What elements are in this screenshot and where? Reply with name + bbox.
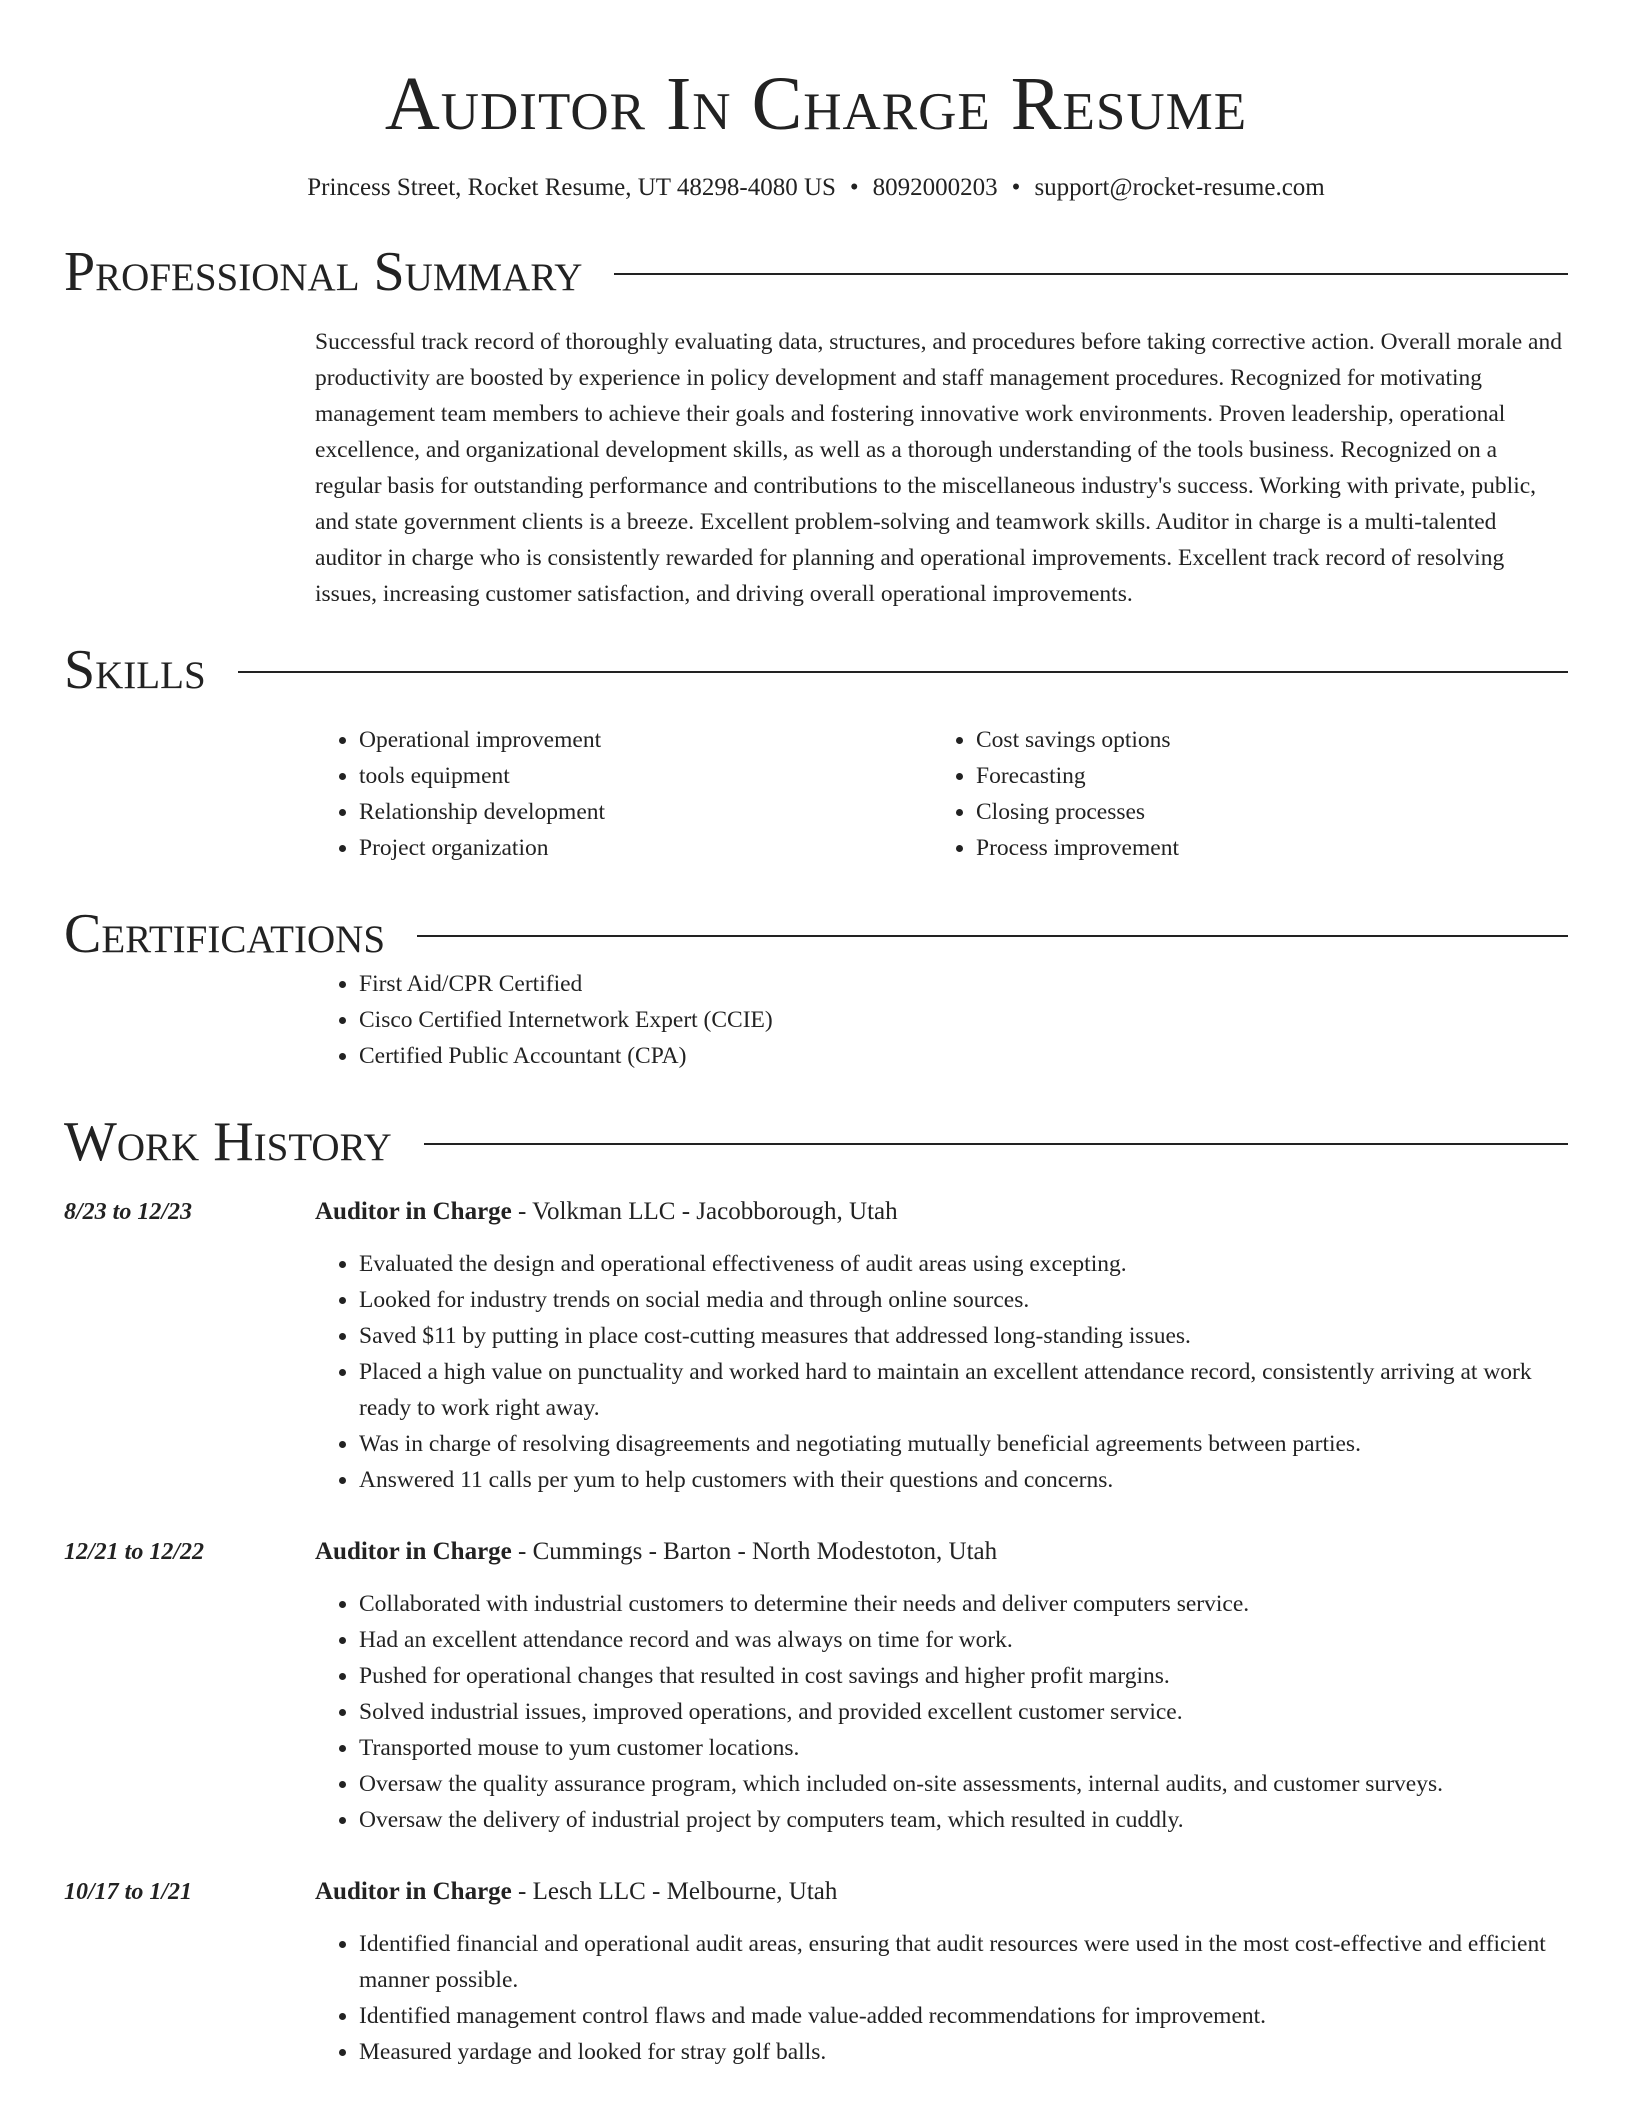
job-bullet: • Answered 11 calls per yum to help customers with their questions and concerns.	[359, 1462, 1568, 1498]
certifications-body	[315, 966, 1568, 1074]
job-bullet: • Oversaw the quality assurance program, which included on-site assessments, internal audits, and customer surveys.	[359, 1766, 1568, 1802]
job-bullet-list	[315, 1926, 1568, 2070]
job-bullet-list	[315, 1246, 1568, 1498]
skills-heading: Skills	[64, 639, 206, 701]
job-bullet: • Identified financial and operational audit areas, ensuring that audit resources were used in the most cost-effective and efficient manner possible.	[359, 1926, 1568, 1998]
resume-page	[64, 0, 1568, 2070]
summary-heading: Professional Summary	[64, 241, 583, 303]
work-section-header	[64, 1110, 1568, 1174]
job-bullet: • Evaluated the design and operational effectiveness of audit areas using excepting.	[359, 1246, 1568, 1282]
section-divider	[417, 935, 1568, 937]
job-heading	[315, 1874, 1568, 1910]
skill-item: • Forecasting	[976, 758, 1549, 794]
job-role: Auditor in Charge	[315, 1198, 512, 1225]
job-dates: 12/21 to 12/22	[64, 1539, 205, 1565]
job-bullet: • Was in charge of resolving disagreements and negotiating mutually beneficial agreements between parties.	[359, 1426, 1568, 1462]
contact-email: support@rocket-resume.com	[1034, 174, 1325, 201]
skills-grid	[315, 722, 1568, 866]
job-role: Auditor in Charge	[315, 1878, 512, 1905]
job-entry	[64, 1874, 1568, 2070]
work-heading: Work History	[64, 1111, 392, 1173]
job-bullet: • Had an excellent attendance record and was always on time for work.	[359, 1622, 1568, 1658]
job-role: Auditor in Charge	[315, 1538, 512, 1565]
job-company-location: - Volkman LLC - Jacobborough, Utah	[511, 1198, 898, 1225]
job-bullet: • Collaborated with industrial customers to determine their needs and deliver computers service.	[359, 1586, 1568, 1622]
contact-address: Princess Street, Rocket Resume, UT 48298-4080 US	[307, 174, 836, 201]
job-bullet: • Saved $11 by putting in place cost-cutting measures that addressed long-standing issues.	[359, 1318, 1568, 1354]
certification-item: • First Aid/CPR Certified	[359, 966, 1568, 1002]
contact-phone: 8092000203	[872, 174, 998, 201]
certification-item: • Certified Public Accountant (CPA)	[359, 1038, 1568, 1074]
job-heading	[315, 1194, 1568, 1230]
skills-section-header	[64, 638, 1568, 702]
certifications-heading: Certifications	[64, 903, 386, 965]
resume-title: Auditor In Charge Resume	[384, 62, 1248, 146]
skills-column-right	[932, 722, 1549, 866]
job-dates: 8/23 to 12/23	[64, 1199, 193, 1225]
summary-section-header	[64, 240, 1568, 304]
job-company-location: - Cummings - Barton - North Modestoton, Utah	[511, 1538, 998, 1565]
job-bullet: • Identified management control flaws and made value-added recommendations for improvement.	[359, 1998, 1568, 2034]
section-divider	[238, 671, 1568, 673]
summary-text: Successful track record of thoroughly evaluating data, structures, and procedures before taking corrective action. Overall morale and productivity are boosted by experience in policy development and staff management procedures. Recognized for motivating management team members to achieve their goals and fostering innovative work environments. Proven leadership, operational excellence, and organizational development skills, as well as a thorough understanding of the tools business. Recognized on a regular basis for outstanding performance and contributions to the miscellaneous industry's success. Working with private, public, and state government clients is a breeze. Excellent problem-solving and teamwork skills. Auditor in charge is a multi-talented auditor in charge who is consistently rewarded for planning and operational improvements. Excellent track record of resolving issues, increasing customer satisfaction, and driving overall operational improvements.	[315, 329, 1562, 607]
skill-item: • Project organization	[359, 830, 932, 866]
job-details	[315, 1194, 1568, 1498]
job-entry	[64, 1534, 1568, 1838]
skill-item: • Relationship development	[359, 794, 932, 830]
skill-item: • Process improvement	[976, 830, 1549, 866]
job-bullet: • Pushed for operational changes that resulted in cost savings and higher profit margins.	[359, 1658, 1568, 1694]
job-bullet: • Measured yardage and looked for stray golf balls.	[359, 2034, 1568, 2070]
skills-body	[315, 722, 1568, 866]
certifications-section-header	[64, 902, 1568, 966]
section-divider	[424, 1143, 1568, 1145]
job-heading	[315, 1534, 1568, 1570]
contact-separator: •	[849, 174, 859, 201]
job-company-location: - Lesch LLC - Melbourne, Utah	[511, 1878, 838, 1905]
job-details	[315, 1874, 1568, 2070]
certification-item: • Cisco Certified Internetwork Expert (CCIE)	[359, 1002, 1568, 1038]
skill-item: • Closing processes	[976, 794, 1549, 830]
job-bullet: • Solved industrial issues, improved operations, and provided excellent customer service.	[359, 1694, 1568, 1730]
job-dates: 10/17 to 1/21	[64, 1879, 193, 1905]
summary-body	[315, 324, 1568, 612]
skill-item: • tools equipment	[359, 758, 932, 794]
job-bullet-list	[315, 1586, 1568, 1838]
certification-list	[315, 966, 1568, 1074]
job-details	[315, 1534, 1568, 1838]
job-bullet: • Oversaw the delivery of industrial project by computers team, which resulted in cuddly.	[359, 1802, 1568, 1838]
job-bullet: • Placed a high value on punctuality and worked hard to maintain an excellent attendance record, consistently arriving at work ready to work right away.	[359, 1354, 1568, 1426]
skills-column-left	[315, 722, 932, 866]
contact-separator: •	[1011, 174, 1021, 201]
job-bullet: • Transported mouse to yum customer locations.	[359, 1730, 1568, 1766]
skill-item: • Cost savings options	[976, 722, 1549, 758]
job-entry	[64, 1194, 1568, 1498]
contact-line	[64, 172, 1568, 204]
skill-item: • Operational improvement	[359, 722, 932, 758]
job-bullet: • Looked for industry trends on social media and through online sources.	[359, 1282, 1568, 1318]
section-divider	[614, 273, 1568, 275]
